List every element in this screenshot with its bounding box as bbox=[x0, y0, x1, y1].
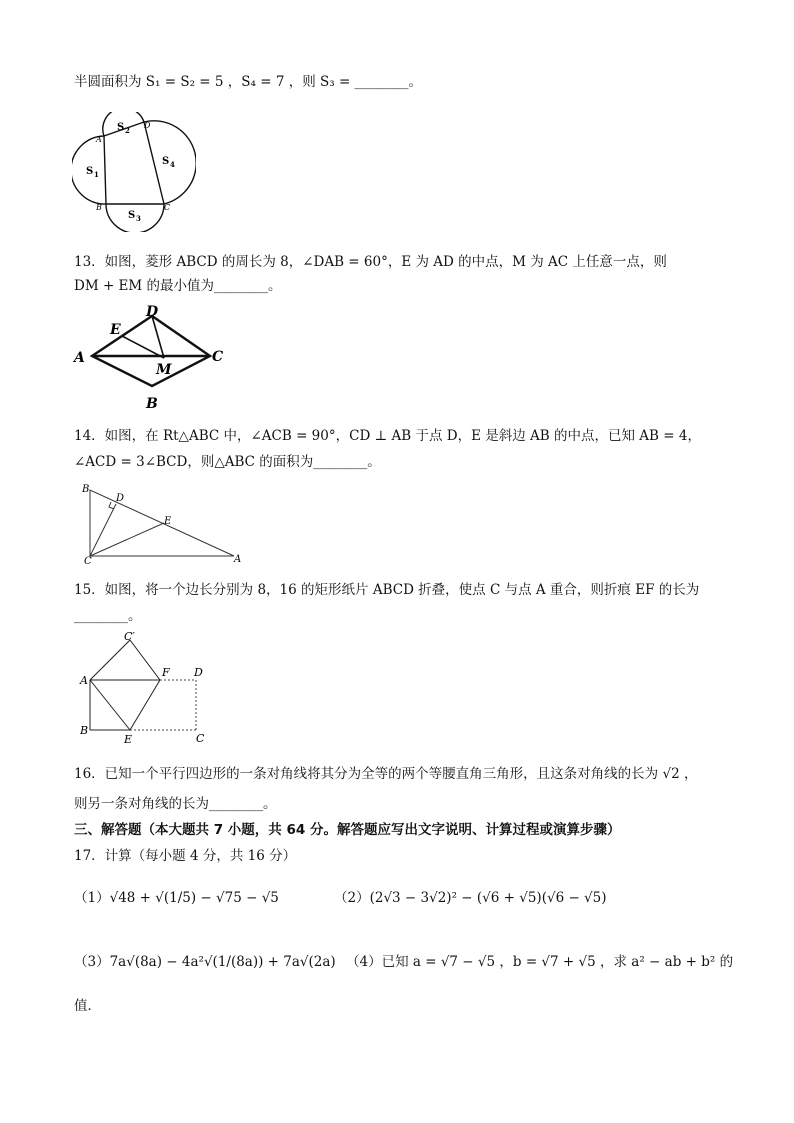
q17-part4-cont: 值． bbox=[74, 998, 101, 1014]
q16-line1: 16．已知一个平行四边形的一条对角线将其分为全等的两个等腰直角三角形，且这条对角线的长为 √2 ， bbox=[74, 766, 698, 782]
svg-text:E: E bbox=[164, 516, 172, 527]
q15-line1: 15．如图，将一个边长分别为 8，16 的矩形纸片 ABCD 折叠，使点 C 与点 A 重合，则折痕 EF 的长为 bbox=[74, 582, 700, 598]
svg-text:2: 2 bbox=[125, 126, 130, 135]
svg-text:C′: C′ bbox=[124, 630, 135, 643]
svg-text:A: A bbox=[96, 135, 102, 144]
svg-text:C: C bbox=[164, 203, 171, 212]
svg-text:E: E bbox=[124, 733, 133, 746]
svg-text:4: 4 bbox=[170, 160, 175, 169]
svg-text:1: 1 bbox=[94, 170, 99, 179]
label-S1: S bbox=[86, 166, 94, 177]
q14-line1: 14．如图，在 Rt△ABC 中，∠ACB = 90°，CD ⊥ AB 于点 D，E 是斜边 AB 的中点，已知 AB = 4， bbox=[74, 428, 701, 444]
q17-part2: （2）(2√3 − 3√2)² − (√6 + √5)(√6 − √5) bbox=[334, 890, 607, 906]
q12-line1: 半圆面积为 S₁ = S₂ = 5 ，S₄ = 7 ，则 S₃ = ________。 bbox=[74, 74, 423, 90]
q17-part4: （4）已知 a = √7 − √5 ，b = √7 + √5 ，求 a² − ab + b² 的 bbox=[346, 954, 734, 970]
svg-text:B: B bbox=[80, 724, 89, 737]
svg-text:A: A bbox=[80, 674, 88, 687]
label-S2: S bbox=[117, 122, 125, 133]
figure-right-triangle bbox=[78, 482, 248, 564]
q13-line1: 13．如图，菱形 ABCD 的周长为 8，∠DAB = 60°，E 为 AD 的中点，M 为 AC 上任意一点，则 bbox=[74, 254, 667, 270]
q17-part3: （3）7a√(8a) − 4a²√(1/(8a)) + 7a√(2a) bbox=[74, 954, 336, 970]
svg-text:M: M bbox=[156, 362, 172, 378]
svg-text:F: F bbox=[162, 666, 170, 679]
svg-text:A: A bbox=[74, 350, 85, 366]
svg-text:B: B bbox=[146, 396, 158, 412]
svg-text:D: D bbox=[146, 304, 159, 320]
svg-text:C: C bbox=[84, 556, 92, 564]
svg-text:D: D bbox=[144, 121, 151, 130]
svg-text:3: 3 bbox=[136, 214, 141, 223]
q17-title: 17．计算（每小题 4 分，共 16 分） bbox=[74, 848, 297, 864]
svg-text:B: B bbox=[96, 203, 102, 212]
label-S4: S bbox=[162, 156, 170, 167]
svg-text:C: C bbox=[212, 349, 224, 365]
section-heading: 三、解答题（本大题共 7 小题，共 64 分。解答题应写出文字说明、计算过程或演算步骤） bbox=[74, 822, 621, 838]
svg-text:A: A bbox=[234, 554, 242, 564]
q13-line2: DM + EM 的最小值为________。 bbox=[74, 278, 282, 294]
q17-part1: （1）√48 + √(1/5) − √75 − √5 bbox=[74, 890, 279, 906]
label-S3: S bbox=[128, 210, 136, 221]
figure-folded-rectangle bbox=[76, 628, 216, 746]
figure-rhombus bbox=[70, 302, 240, 414]
svg-text:E: E bbox=[110, 322, 121, 338]
svg-text:B: B bbox=[82, 484, 90, 495]
svg-text:C: C bbox=[196, 732, 205, 745]
q14-line2: ∠ACD = 3∠BCD，则△ABC 的面积为________。 bbox=[74, 454, 381, 470]
figure-semicircles bbox=[72, 112, 196, 232]
q15-line2: ________。 bbox=[74, 608, 142, 624]
svg-text:D: D bbox=[116, 493, 125, 504]
svg-text:D: D bbox=[194, 666, 203, 679]
q16-line2: 则另一条对角线的长为________。 bbox=[74, 796, 277, 812]
